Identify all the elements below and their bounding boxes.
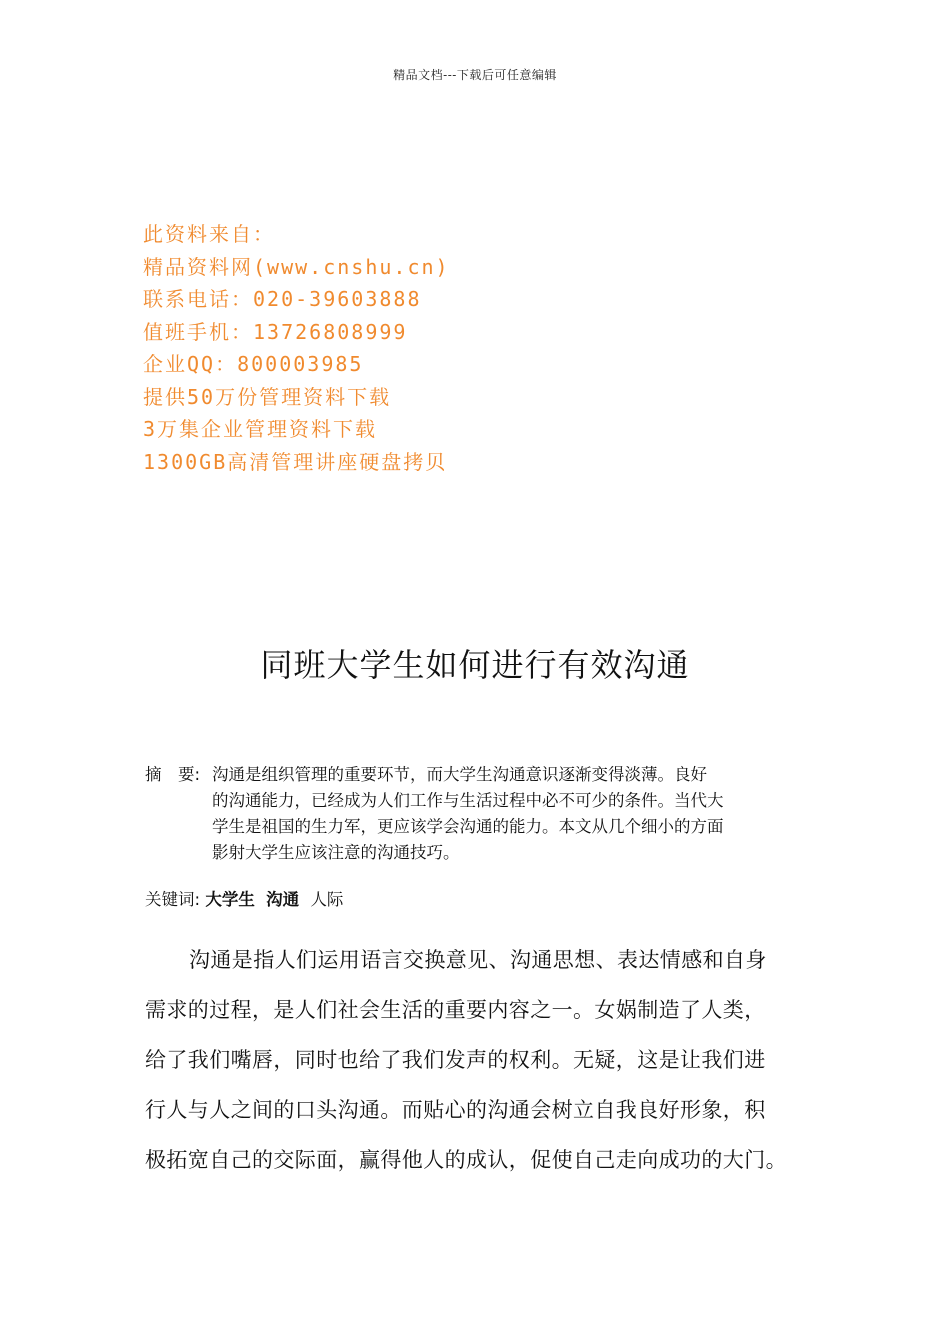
keyword-term: 人际 (310, 890, 344, 909)
promo-line-website: 精品资料网(www.cnshu.cn) (143, 254, 450, 279)
promo-line-mobile: 值班手机：13726808999 (143, 319, 408, 344)
abstract-line: 影射大学生应该注意的沟通技巧。 (212, 843, 460, 862)
abstract-section (145, 762, 815, 866)
promo-block (143, 218, 743, 478)
body-line: 沟通是指人们运用语言交换意见、沟通思想、表达情感和自身 (189, 948, 767, 972)
body-line: 极拓宽自己的交际面，赢得他人的成认，促使自己走向成功的大门。 (145, 1148, 787, 1172)
promo-line-phone: 联系电话：020-39603888 (143, 287, 422, 311)
abstract-line: 学生是祖国的生力军，更应该学会沟通的能力。本文从几个细小的方面 (212, 817, 724, 836)
promo-line-qq: 企业QQ：800003985 (143, 352, 364, 376)
keywords-line (145, 886, 343, 910)
promo-line-lectures: 1300GB高清管理讲座硬盘拷贝 (143, 449, 448, 474)
abstract-text (212, 762, 812, 866)
keyword-term: 大学生 (205, 890, 255, 909)
promo-line-source: 此资料来自： (143, 222, 275, 246)
promo-line-downloads: 提供50万份管理资料下载 (143, 384, 392, 409)
body-line: 给了我们嘴唇，同时也给了我们发声的权利。无疑，这是让我们进 (145, 1048, 766, 1072)
abstract-line: 沟通是组织管理的重要环节，而大学生沟通意识逐渐变得淡薄。良好 (212, 765, 707, 784)
abstract-line: 的沟通能力，已经成为人们工作与生活过程中必不可少的条件。当代大 (212, 791, 724, 810)
body-line: 需求的过程，是人们社会生活的重要内容之一。女娲制造了人类， (145, 998, 766, 1022)
keyword-term: 沟通 (266, 890, 300, 909)
keywords-label: 关键词: (145, 890, 201, 909)
abstract-label: 摘 要: (145, 765, 201, 784)
body-paragraph (145, 940, 810, 1190)
document-title: 同班大学生如何进行有效沟通 (260, 646, 690, 684)
body-line: 行人与人之间的口头沟通。而贴心的沟通会树立自我良好形象，积 (145, 1098, 766, 1122)
page-header-note: 精品文档---下载后可任意编辑 (393, 68, 557, 82)
promo-line-collections: 3万集企业管理资料下载 (143, 417, 378, 441)
